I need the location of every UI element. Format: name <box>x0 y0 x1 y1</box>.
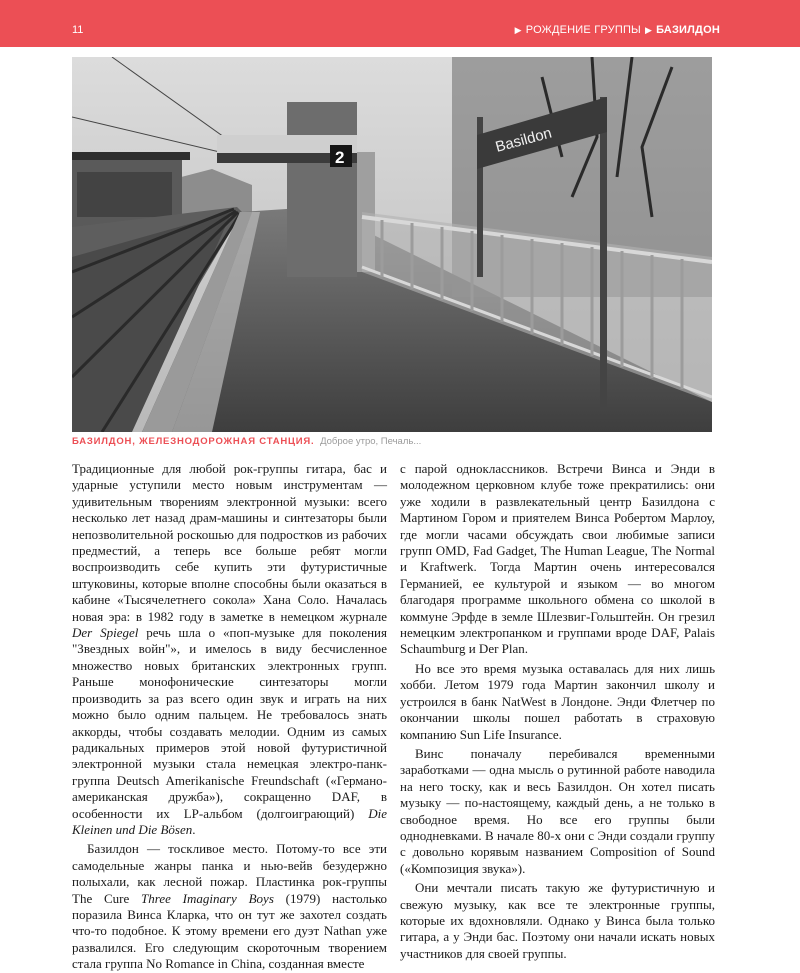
page-header <box>0 0 800 47</box>
station-sign-text: Basildon <box>493 124 554 156</box>
page-number: 11 <box>72 24 84 36</box>
station-photo <box>72 57 712 432</box>
triangle-right-icon: ▶ <box>514 24 522 35</box>
photo-caption <box>72 436 712 447</box>
breadcrumb <box>515 24 720 36</box>
paragraph: с парой одноклассников. Встречи Винса и Энди в молодежном церковном клубе тоже прекратились: они уже ходили в развлекательный центр Базилдона с Мартином Гором и приятелем Винса Робертом Марлоу, где могли часами обсуждать свои любимые записи групп OMD, Fad Gadget, The Human League, The Normal и Kraftwerk. Тогда Мартин очень интересовался Германией, ее культурой и языком — во многом благодаря программе школьного обмена со школой в коммуне Эрфде в земле Шлезвиг-Гольштейн. Он грезил немецким электропанком и группами вроде DAF, Palais Schaumburg и Der Plan. <box>400 461 715 657</box>
paragraph: Но все это время музыка оставалась для них лишь хобби. Летом 1979 года Мартин закончил школу и устроился в банк NatWest в Лондоне. Энди Флетчер по окончании школы пошел работать в страховую компанию Sun Life Insurance. <box>400 660 715 742</box>
breadcrumb-section: РОЖДЕНИЕ ГРУППЫ <box>525 24 641 36</box>
caption-title: БАЗИЛДОН, ЖЕЛЕЗНОДОРОЖНАЯ СТАНЦИЯ. <box>72 436 315 447</box>
paragraph: Традиционные для любой рок-группы гитара, бас и ударные уступили место новым инструментам — удивительным творениям электронной музыки: всего несколько лет назад драм-машины и синтезаторы были непозволительной роскошью для подростков из рабочих предместий, а теперь все больше ребят могли воспроизводить себе купить эти футуристичные штуковины, которые вполне способны были оказаться в кабине «Тысячелетнего сокола» Хана Соло. Началась новая эра: в 1982 году в заметке в немецком журнале Der Spiegel речь шла о «поп-музыке для поколения "Звездных войн"», и имелось в виду бесчисленное множество новых британских электронных групп. Раньше монофонические синтезаторы могли производить за раз всего один звук и играть на них можно было одним пальцем. Не требовалось знать аккорды, чтобы создавать мелодии. Одним из самых радикальных примеров этой новой футуристичной электронной музыки стала немецкая электро-панк-группа Deutsch Amerikanische Freundschaft («Германо-американская дружба»), сокращенно DAF, в особенности их LP-альбом (долгоиграющий) Die Kleinen und Die Bösen. <box>72 461 387 837</box>
breadcrumb-current: БАЗИЛДОН <box>656 24 720 36</box>
caption-subtitle: Доброе утро, Печаль... <box>320 436 422 447</box>
paragraph: Базилдон — тоскливое место. Потому-то все эти самодельные жанры панка и нью-вейв безудержно полыхали, как лесной пожар. Пластинка рок-группы The Cure Three Imaginary Boys (1979) настолько поразила Винса Кларка, что он тут же захотел создать что-то подобное. К этому времени его дуэт Nathan уже развалился. Его следующим скороточным творением стала группа No Romance in China, созданная вместе <box>72 841 387 972</box>
paragraph: Они мечтали писать такую же футуристичную и свежую музыку, как все те электронные группы, которые их вдохновляли. Однако у Винса была только гитара, а у Энди бас. Поэтому они начали искать новых участников для своей группы. <box>400 880 715 961</box>
platform-number: 2 <box>335 148 345 167</box>
text-column-right <box>400 461 715 962</box>
triangle-right-icon: ▶ <box>644 24 653 35</box>
paragraph: Винс поначалу перебивался временными заработками — одна мысль о рутинной работе наводила на него тоску, как и весь Базилдон. Он хотел писать музыку — по-настоящему, каждый день, а не только в свободное время. Но все его группы были однодневками. В начале 80-х они с Энди создали группу с довольно корявым названием Composition of Sound («Композиция звука»). <box>400 745 715 876</box>
text-column-left <box>72 461 387 973</box>
